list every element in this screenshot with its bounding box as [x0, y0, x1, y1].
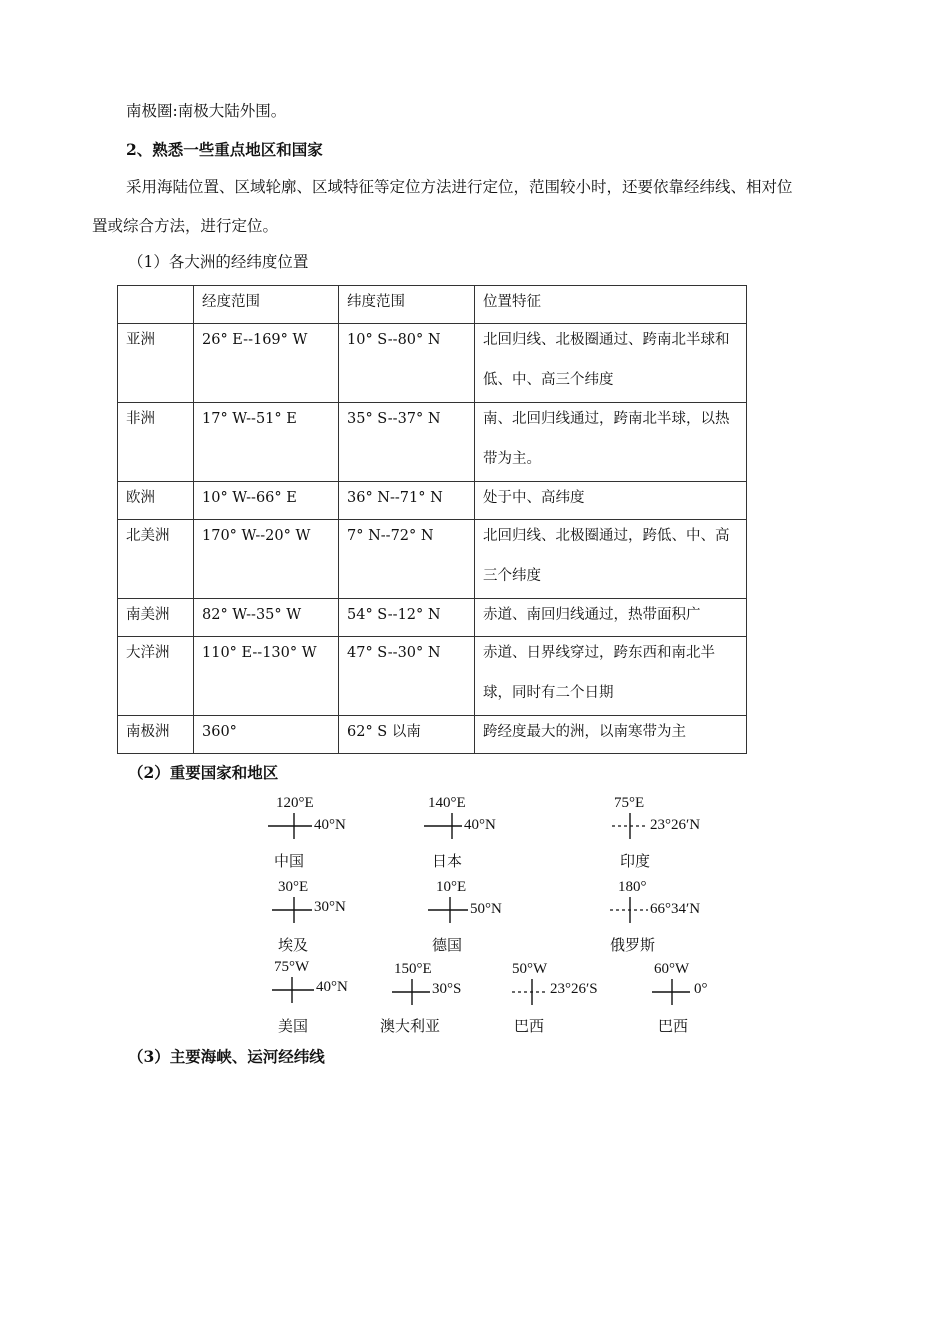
- table-header-cell: 位置特征: [475, 286, 747, 324]
- marker-longitude: 120°E: [276, 795, 314, 811]
- latitude-cell: 35° S--37° N: [347, 411, 441, 427]
- table-header-cell: 经度范围: [194, 286, 339, 324]
- latitude-cell: 54° S--12° N: [347, 607, 441, 623]
- marker-latitude: 40°N: [314, 817, 346, 833]
- marker-longitude: 75°E: [614, 795, 645, 811]
- table-header-cell: 纬度范围: [339, 286, 475, 324]
- feature-cell: 赤道、日界线穿过，跨东西和南北半球，同时有二个日期: [483, 645, 715, 701]
- longitude-cell: 26° E--169° W: [202, 332, 308, 348]
- feature-cell: 南、北回归线通过，跨南北半球，以热带为主。: [483, 411, 730, 467]
- marker-country: 德国: [432, 936, 463, 954]
- marker-country: 印度: [620, 852, 651, 870]
- longitude-cell: 360°: [202, 724, 237, 740]
- sub1-title: （1）各大洲的经纬度位置: [128, 253, 309, 271]
- marker-country: 中国: [274, 852, 305, 870]
- intro-line: 南极圈:南极大陆外围。: [126, 102, 287, 120]
- continent-cell: 非洲: [126, 411, 155, 427]
- continent-cell: 亚洲: [126, 332, 155, 348]
- marker-country: 日本: [432, 852, 463, 870]
- longitude-cell: 110° E--130° W: [202, 645, 317, 661]
- marker-latitude: 0°: [694, 981, 708, 997]
- longitude-cell: 82° W--35° W: [202, 607, 302, 623]
- marker-longitude: 60°W: [654, 961, 690, 977]
- longitude-cell: 10° W--66° E: [202, 490, 297, 506]
- continent-cell: 南极洲: [126, 724, 170, 740]
- latitude-cell: 47° S--30° N: [347, 645, 441, 661]
- marker-country: 巴西: [658, 1017, 689, 1035]
- sub3-title: （3）主要海峡、运河经纬线: [128, 1047, 325, 1066]
- marker-latitude: 23°26′N: [650, 817, 701, 833]
- feature-cell: 处于中、高纬度: [483, 490, 585, 506]
- marker-longitude: 180°: [618, 879, 647, 895]
- latitude-cell: 7° N--72° N: [347, 528, 434, 544]
- feature-cell: 跨经度最大的洲，以南寒带为主: [483, 724, 686, 740]
- marker-country: 澳大利亚: [380, 1017, 441, 1035]
- longitude-cell: 170° W--20° W: [202, 528, 311, 544]
- marker-longitude: 75°W: [274, 959, 310, 975]
- sub2-title: （2）重要国家和地区: [128, 763, 279, 782]
- marker-longitude: 140°E: [428, 795, 466, 811]
- section2-heading: 2、熟悉一些重点地区和国家: [126, 140, 323, 159]
- marker-country: 俄罗斯: [610, 936, 656, 954]
- section2-paragraph-line2: 置或综合方法，进行定位。: [92, 217, 279, 235]
- marker-latitude: 30°S: [432, 981, 462, 997]
- latitude-cell: 36° N--71° N: [347, 490, 443, 506]
- marker-latitude: 50°N: [470, 901, 502, 917]
- continent-cell: 大洋洲: [126, 645, 170, 661]
- marker-country: 美国: [278, 1017, 309, 1035]
- continent-cell: 南美洲: [126, 607, 170, 623]
- marker-latitude: 23°26′S: [550, 981, 598, 997]
- marker-latitude: 40°N: [464, 817, 496, 833]
- marker-latitude: 66°34′N: [650, 901, 701, 917]
- latitude-cell: 10° S--80° N: [347, 332, 441, 348]
- marker-latitude: 30°N: [314, 899, 346, 915]
- marker-longitude: 10°E: [436, 879, 467, 895]
- marker-longitude: 50°W: [512, 961, 548, 977]
- longitude-cell: 17° W--51° E: [202, 411, 297, 427]
- latitude-cell: 62° S 以南: [347, 724, 421, 740]
- marker-latitude: 40°N: [316, 979, 348, 995]
- section2-paragraph-line1: 采用海陆位置、区域轮廓、区域特征等定位方法进行定位，范围较小时，还要依靠经纬线、相对位: [126, 178, 793, 196]
- marker-country: 埃及: [278, 936, 309, 954]
- marker-longitude: 30°E: [278, 879, 309, 895]
- marker-country: 巴西: [514, 1017, 545, 1035]
- continent-cell: 北美洲: [126, 528, 170, 544]
- feature-cell: 北回归线、北极圈通过，跨低、中、高三个纬度: [483, 528, 730, 584]
- feature-cell: 赤道、南回归线通过，热带面积广: [483, 607, 701, 623]
- marker-longitude: 150°E: [394, 961, 432, 977]
- feature-cell: 北回归线、北极圈通过、跨南北半球和低、中、高三个纬度: [483, 332, 730, 388]
- continent-cell: 欧洲: [126, 490, 155, 506]
